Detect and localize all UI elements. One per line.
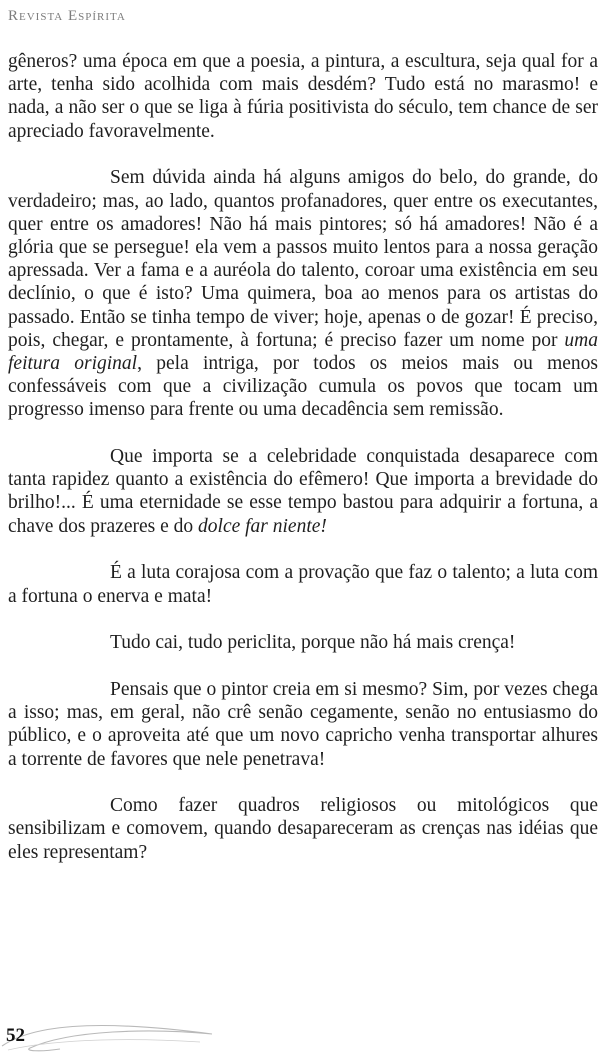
paragraph-text: Tudo cai, tudo periclita, porque não há mais crença!	[110, 632, 516, 654]
paragraph	[8, 678, 598, 771]
paragraph	[8, 166, 598, 421]
paragraph	[8, 50, 598, 143]
page-number: 52	[6, 1025, 25, 1046]
paragraph-text: Sem dúvida ainda há alguns amigos do belo, do grande, do verdadeiro; mas, ao lado, quantos profanadores, quer entre os executantes, quer entre os amadores! Não há mais pintores; só há amadores! Não é a glória que se persegue! ela vem a passos muito lentos para a nossa geração apressada. Ver a fama e a auréola do talento, coroar uma existência em seu declínio, o que é isto? Uma quimera, boa ao menos para os artistas do passado. Então se tinha tempo de viver; hoje, apenas o de gozar! É preciso, pois, chegar, e prontamente, à fortuna; é preciso fazer um nome por	[8, 167, 598, 351]
italic-phrase: uma feitura original	[8, 329, 598, 374]
paragraph-text: , pela intriga, por todos os meios mais ou menos confessáveis com que a civilização cumula os povos que tocam um progresso imenso para frente ou uma decadência sem remissão.	[8, 352, 598, 421]
paragraph	[8, 631, 598, 654]
paragraph	[8, 445, 598, 538]
paragraph-text: Pensais que o pintor creia em si mesmo? Sim, por vezes chega a isso; mas, em geral, não crê senão cegamente, senão no entusiasmo do público, e o aproveita até que um novo capricho venha transportar alhures a torrente de favores que nele penetrava!	[8, 678, 598, 770]
paragraph	[8, 561, 598, 607]
italic-phrase: dolce far niente!	[198, 515, 327, 537]
paragraph	[8, 794, 598, 864]
article-body	[8, 50, 598, 864]
paragraph-text: Que importa se a celebridade conquistada desaparece com tanta rapidez quanto a existência do efêmero! Que importa a brevidade do brilho!... É uma eternidade se esse tempo bastou para adquirir a fortuna, a chave dos prazeres e do	[8, 446, 598, 537]
paragraph-text: Como fazer quadros religiosos ou mitológicos que sensibilizam e comovem, quando desapareceram as crenças nas idéias que eles representam?	[8, 795, 598, 863]
paragraph-text: gêneros? uma época em que a poesia, a pintura, a escultura, seja qual for a arte, tenha sido acolhida com mais desdém? Tudo está no marasmo! e nada, a não ser o que se liga à fúria positivista do século, tem chance de ser apreciado favoravelmente.	[8, 51, 598, 142]
running-head: Revista Espírita	[8, 8, 126, 24]
paragraph-text: É a luta corajosa com a provação que faz o talento; a luta com a fortuna o enerva e mata!	[8, 562, 598, 607]
swash-ornament-icon	[0, 1016, 215, 1055]
